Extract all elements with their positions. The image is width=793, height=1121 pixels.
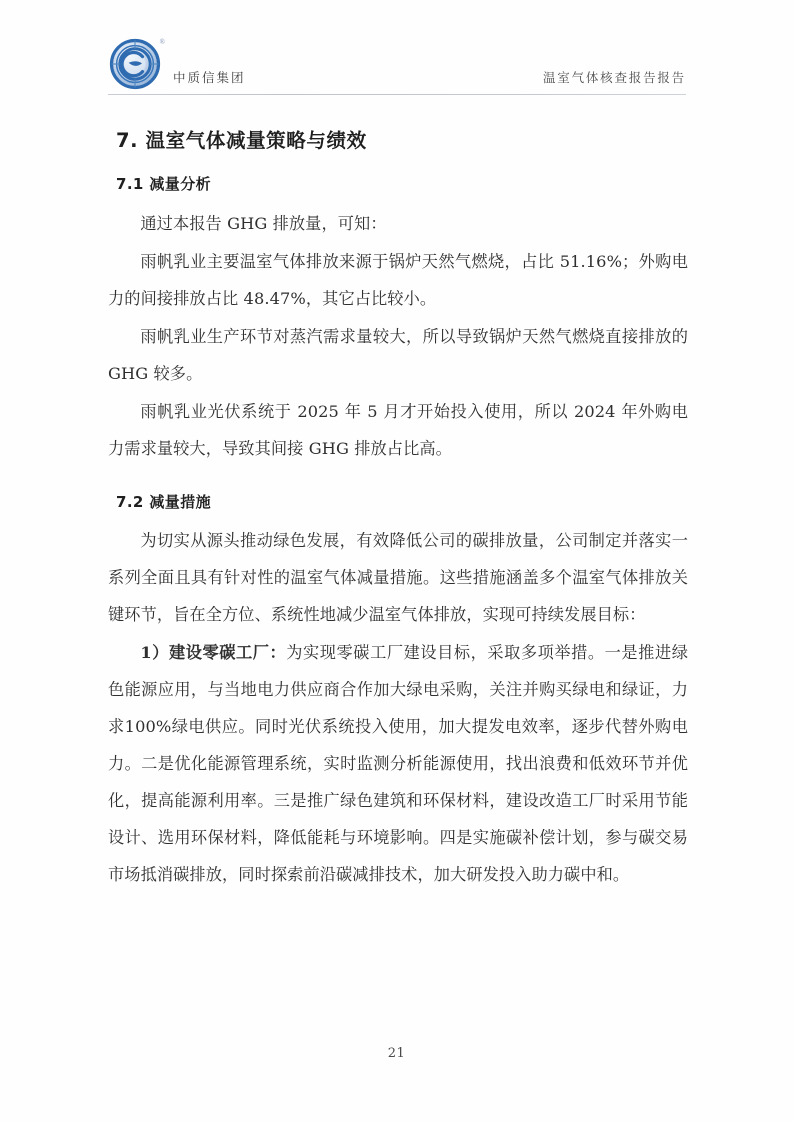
paragraph-7-2-measure-1 (108, 633, 688, 893)
measure-1-text: 为实现零碳工厂建设目标，采取多项举措。一是推进绿色能源应用，与当地电力供应商合作加大绿电采购，关注并购买绿电和绿证，力求100%绿电供应。同时光伏系统投入使用，加大提发电效率，逐步代替外购电力。二是优化能源管理系统，实时监测分析能源使用，找出浪费和低效环节并优化，提高能源利用率。三是推广绿色建筑和环保材料，建设改造工厂时采用节能设计、选用环保材料，降低能耗与环境影响。四是实施碳补偿计划，参与碳交易市场抵消碳排放，同时探索前沿碳减排技术，加大研发投入助力碳中和。 (108, 643, 688, 885)
paragraph-7-2-intro: 为切实从源头推动绿色发展，有效降低公司的碳排放量，公司制定并落实一系列全面且具有针对性的温室气体减量措施。这些措施涵盖多个温室气体排放关键环节，旨在全方位、系统性地减少温室气体排放，实现可持续发展目标： (108, 531, 688, 625)
page-number: 21 (387, 1046, 406, 1061)
paragraph-7-1-1: 通过本报告 GHG 排放量，可知： (140, 213, 387, 233)
paragraph-7-1-4: 雨帆乳业光伏系统于 2025 年 5 月才开始投入使用，所以 2024 年外购电力需求量较大，导致其间接 GHG 排放占比高。 (108, 401, 688, 458)
section-7-title: 7. 温室气体减量策略与绩效 (116, 129, 367, 152)
document-body (108, 118, 688, 893)
company-logo-icon (108, 35, 164, 91)
paragraph-7-1-2: 雨帆乳业主要温室气体排放来源于锅炉天然气燃烧，占比 51.16%；外购电力的间接排放占比 48.47%，其它占比较小。 (108, 251, 688, 308)
section-7-2-heading: 7.2 减量措施 (116, 492, 211, 511)
page-header (108, 30, 686, 92)
measure-1-label: 1）建设零碳工厂： (140, 643, 287, 663)
header-divider (108, 94, 686, 95)
brand-name: 中质信集团 (173, 70, 246, 85)
page-footer (0, 1042, 793, 1061)
paragraph-7-1-3: 雨帆乳业生产环节对蒸汽需求量较大，所以导致锅炉天然气燃烧直接排放的 GHG 较多。 (108, 326, 688, 383)
brand-block (108, 35, 246, 92)
registered-trademark-icon: ® (159, 38, 165, 46)
header-document-title: 温室气体核查报告报告 (542, 70, 686, 85)
section-7-1-heading: 7.1 减量分析 (116, 175, 211, 194)
